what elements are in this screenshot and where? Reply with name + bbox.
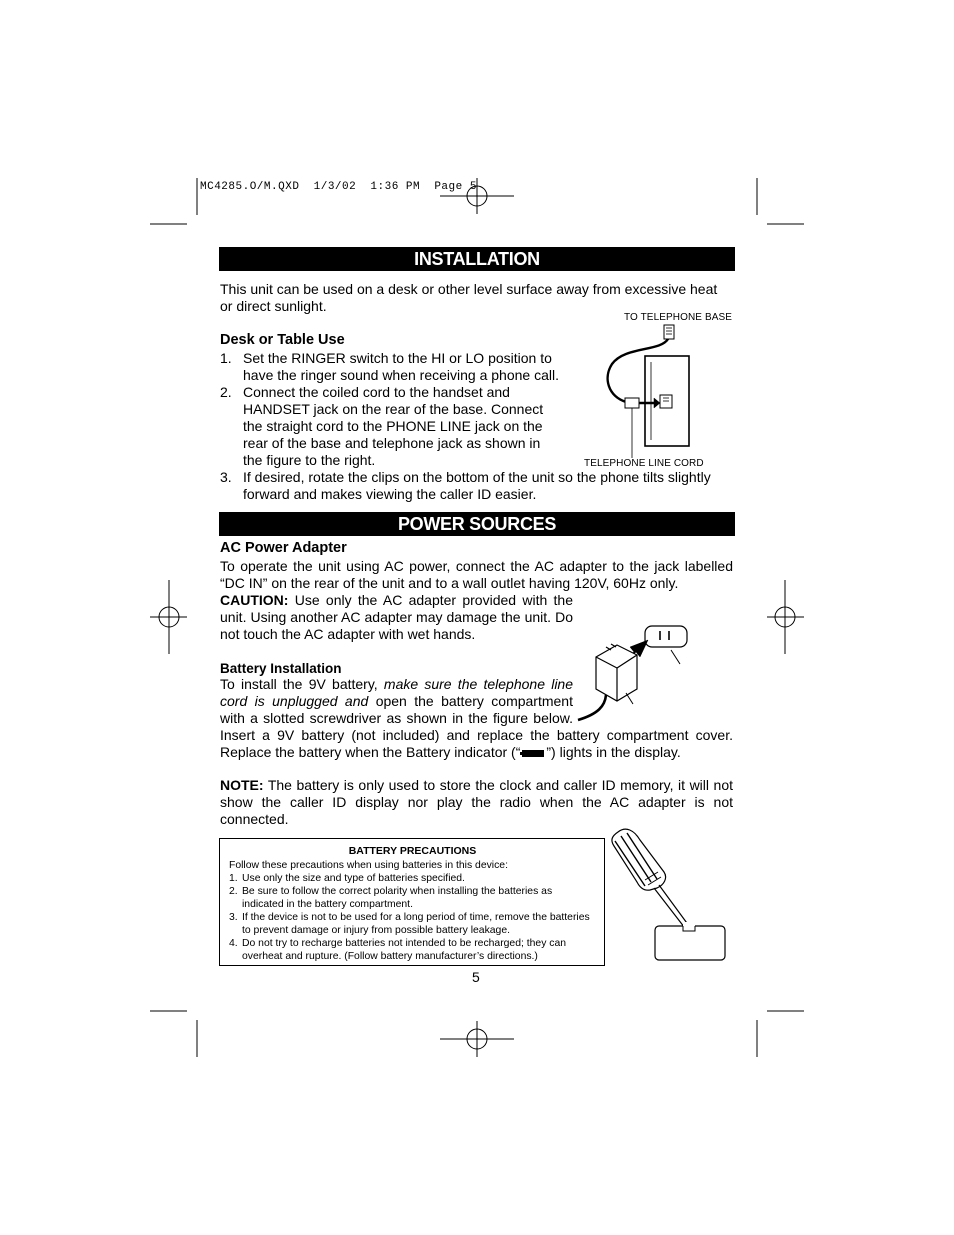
page-number: 5 (472, 969, 480, 985)
step-number: 2. (220, 384, 232, 400)
precaution-number: 3. (229, 912, 238, 923)
step-text: If desired, rotate the clips on the bottom of the unit so the phone tilts slightly forward and makes viewing the caller ID easier. (243, 469, 711, 502)
step-number: 1. (220, 350, 232, 366)
installation-intro: This unit can be used on a desk or other level surface away from excessive heat or direct sunlight. (220, 281, 718, 314)
precaution-text: Use only the size and type of batteries specified. (242, 873, 465, 884)
precaution-text: If the device is not to be used for a long period of time, remove the batteries to prevent damage or injury from possible battery leakage. (242, 912, 590, 936)
battery-text-part-c: ”) lights in the display. (546, 744, 681, 760)
battery-text-part-b: open the battery compartment with a slotted screwdriver as shown in the figure below. Insert a 9V battery (not included) and replace the battery compartment cover. Replace the battery when the Battery indicator (“ (220, 693, 733, 760)
precaution-text: Do not try to recharge batteries not intended to be recharged; they can overheat and rupture. (Follow battery manufacturer’s directions.) (242, 938, 567, 962)
battery-text-part-a: To install the 9V battery, (220, 676, 384, 692)
desk-heading: Desk or Table Use (220, 332, 345, 348)
step-text: Connect the coiled cord to the handset and HANDSET jack on the rear of the base. Connect the straight cord to the PHONE LINE jack on the rear of the base and telephone jack as shown in the figure to the right. (243, 384, 544, 468)
precaution-number: 4. (229, 938, 238, 949)
note-text: The battery is only used to store the clock and caller ID memory, it will not show the caller ID display nor play the radio when the AC adapter is not connected. (220, 777, 733, 827)
power-sources-heading: POWER SOURCES (219, 512, 735, 536)
precautions-title: BATTERY PRECAUTIONS (348, 845, 477, 857)
precaution-number: 1. (229, 873, 238, 884)
figure-label-line-cord: TELEPHONE LINE CORD (584, 458, 704, 469)
caution-text: Use only the AC adapter provided with the unit. Using another AC adapter may damage the unit. Do not touch the AC adapter with wet hands. (220, 592, 573, 642)
figure-label-telephone-base: TO TELEPHONE BASE (624, 312, 733, 323)
precaution-text: Be sure to follow the correct polarity when installing the batteries as indicated in the battery compartment. (242, 886, 553, 910)
precautions-intro: Follow these precautions when using batteries in this device: (229, 860, 508, 871)
ac-adapter-heading: AC Power Adapter (220, 540, 347, 556)
step-number: 3. (220, 469, 232, 485)
battery-text-italic: make sure the telephone line cord is unplugged and (220, 676, 573, 709)
precaution-number: 2. (229, 886, 238, 897)
step-text: Set the RINGER switch to the HI or LO position to have the ringer sound when receiving a phone call. (243, 350, 559, 383)
battery-installation-heading: Battery Installation (220, 661, 342, 676)
note-label: NOTE: (220, 777, 264, 793)
caution-label: CAUTION: (220, 592, 289, 608)
ac-adapter-text: To operate the unit using AC power, connect the AC adapter to the jack labelled “DC IN” on the rear of the unit and to a wall outlet having 120V, 60Hz only. (220, 558, 733, 591)
installation-heading: INSTALLATION (219, 247, 735, 271)
file-slug: MC4285.O/M.QXD 1/3/02 1:36 PM Page 5 (200, 181, 477, 193)
